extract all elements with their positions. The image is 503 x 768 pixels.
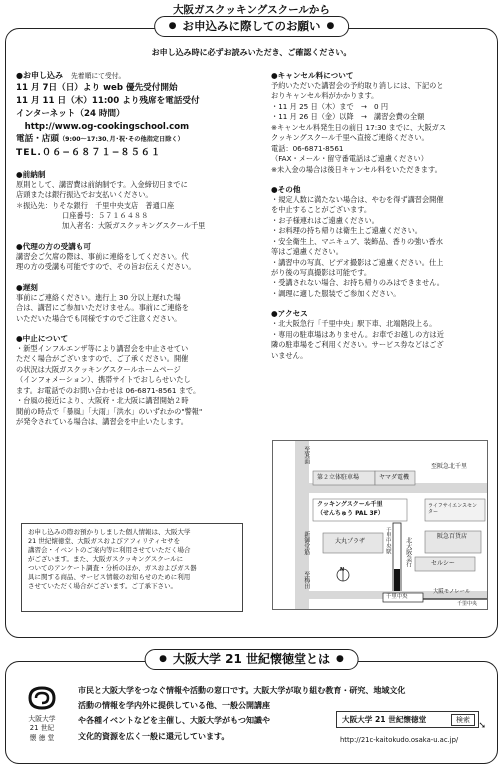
- access-section: [271, 308, 491, 361]
- bullet-icon: ●: [159, 654, 167, 665]
- map-label-senri-chuo: 千里中央: [386, 594, 408, 600]
- access-line: ・北大阪急行「千里中央」駅下車、北端階段上る。: [271, 319, 437, 329]
- left-column: [16, 70, 248, 437]
- cancel-fee-line: おりキャンセル料がかかります。: [271, 91, 379, 101]
- proxy-title: ●代理の方の受講も可: [16, 241, 91, 251]
- other-line: ・安全衛生上、マニキュア、装飾品、香りの強い香水: [271, 236, 443, 246]
- cancel-fee-title: ●キャンセル料について: [271, 71, 354, 80]
- late-line: いただいた場合でも同様ですのでご注意ください。: [16, 313, 182, 323]
- bullet-icon: ●: [326, 20, 335, 31]
- logo-line: 懐 徳 堂: [29, 733, 55, 742]
- other-line: ・受講されない場合、お持ち帰りのみはできません。: [271, 278, 444, 288]
- proxy-line: 理の方の受講も可能ですので、その旨お伝えください。: [16, 262, 196, 272]
- main-title: お申込みに際してのお願い: [182, 19, 321, 33]
- top-title: 大阪ガスクッキングスクールから: [173, 4, 330, 16]
- prepay-line: 原則として、講習費は前納制です。入金締切日までに: [16, 179, 188, 189]
- cancel-event-line: ただく場合がございますので、ご了承ください。開催: [16, 354, 189, 364]
- other-section: [271, 184, 491, 299]
- prepay-line: ＊振込先：りそな銀行 千里中央支店 普通口座: [16, 200, 175, 210]
- cancel-fee-line: クッキングスクール千里へ直接ご連絡ください。: [271, 133, 429, 143]
- map-label-shin-midosuji: 新御堂筋: [302, 531, 310, 555]
- proxy-section: [16, 241, 248, 273]
- map-label-life-science: ライフサイエンスセンター: [428, 503, 478, 515]
- other-line: ・調理に適した服装でご参加ください。: [271, 288, 401, 298]
- late-line: 合は、講習にご参加いただけません。事前にご連絡を: [16, 303, 189, 313]
- prepay-title: ●前納制: [16, 169, 46, 179]
- map-label-umeda: 至梅田: [302, 571, 310, 589]
- map-label-monorail-station: 千里中央: [457, 601, 478, 607]
- late-title: ●遅刻: [16, 282, 38, 292]
- other-line: ・規定人数に満たない場合は、やむを得ず講習会開催: [271, 194, 444, 204]
- cancel-fee-line: ※未入金の場合は後日キャンセル料をいただきます。: [271, 164, 442, 174]
- proxy-line: 講習会ご欠席の際は、事前に連絡をしてください。代: [16, 251, 189, 261]
- cancel-event-line: ・台風の接近により、大阪府・北大阪に講習開始２時: [16, 396, 189, 406]
- phone-label: 電話・店頭: [16, 134, 59, 145]
- map-label-selcy: セルシー: [431, 560, 455, 567]
- cancel-event-line: （インフォメーション）、携帯サイトでおしらせいたし: [16, 375, 191, 385]
- map-label-daimaru: 大丸プラザ: [335, 538, 366, 545]
- map-label-school-sub: （せんちゅう PAL 3F）: [317, 510, 384, 517]
- map-label-kitasenri: 至阪急北千里: [431, 463, 468, 470]
- cancel-fee-line: ※キャンセル料発生日の前日 17:30 までに、大阪ガス: [271, 122, 447, 132]
- cancel-fee-line: 予約いただいた講習会の予約取り消しには、下記のと: [271, 81, 444, 90]
- cancel-fee-line: ・11 月 25 日（木）まで → 0 円: [271, 101, 389, 111]
- map-label-north: N: [340, 567, 345, 573]
- privacy-line: 21 世紀懐徳堂、大阪ガスおよびアフィリティセサを: [28, 536, 181, 545]
- apply-line: 11 月 7日（日）より web 優先受付開始: [16, 82, 178, 93]
- map-label-senri-station: 千里中央駅: [384, 527, 391, 554]
- other-line: ・お料理の持ち帰りは衛生上ご遠慮ください。: [271, 226, 422, 236]
- map-label-school: クッキングスクール千里: [317, 501, 383, 508]
- kaitokudo-logo-icon: [22, 684, 62, 712]
- prepay-section: [16, 169, 248, 232]
- map-label-hankyu: 阪急百貨店: [437, 533, 468, 540]
- cancel-event-line: が発令されている場合は、講習会を中止いたします。: [16, 417, 188, 427]
- other-line: を中止することがございます。: [271, 205, 372, 215]
- cancel-fee-section: [271, 70, 491, 175]
- privacy-line: ついてのアンケート調査・分析のほか、ガスおよびガス器: [28, 563, 197, 572]
- prepay-line: 店頭または銀行振込でお支払いください。: [16, 190, 153, 200]
- apply-section: [16, 70, 248, 160]
- cancel-fee-line: ・11 月 26 日（金）以降 → 講習会費の全額: [271, 112, 425, 122]
- cancel-fee-line: 電話：06-6871-8561: [271, 143, 344, 153]
- tel-number: TEL.０６−６８７１−８５６１: [16, 147, 162, 159]
- apply-title-note: 先着順にて受付。: [70, 72, 126, 80]
- kaitokudo-title: 大阪大学 21 世紀懐徳堂とは: [172, 652, 331, 666]
- privacy-line: お申し込みの際お預かりしました個人情報は、大阪大学: [28, 528, 191, 536]
- logo-line: 21 世紀: [29, 724, 55, 733]
- other-title: ●その他: [271, 184, 301, 194]
- other-line: 等はご遠慮ください。: [271, 247, 343, 257]
- other-line: ・お子様連れはご遠慮ください。: [271, 215, 379, 225]
- access-map: [272, 440, 488, 610]
- search-button[interactable]: 検索: [451, 714, 475, 726]
- bullet-icon: ●: [336, 654, 344, 665]
- privacy-notice-box: [21, 523, 243, 612]
- kaitokudo-logo: [14, 684, 70, 743]
- access-line: ・専用の駐車場はありません。お車でお越しの方は近: [271, 329, 444, 339]
- bullet-icon: ●: [168, 20, 177, 31]
- logo-line: 大阪大学: [28, 715, 56, 724]
- late-line: 事前にご連絡ください。進行上 30 分以上遅れた場: [16, 292, 181, 302]
- desc-line: 活動の情報を学内外に提供している他、一般公開講座: [78, 701, 270, 711]
- privacy-line: させていただく場合がございます。ご了承下さい。: [28, 581, 177, 590]
- cancel-event-section: [16, 333, 248, 428]
- cancel-fee-line: （FAX・メール・留守番電話はご遠慮ください）: [271, 154, 428, 164]
- access-title: ●アクセス: [271, 309, 308, 319]
- cursor-icon: ➘: [478, 721, 486, 731]
- desc-line: 文化的資源を広く一般に還元しています。: [78, 731, 230, 741]
- right-column: [271, 70, 491, 370]
- desc-line: 市民と大阪大学をつなぐ情報や活動の窓口です。大阪大学が取り組む教育・研究、地域文化: [78, 686, 406, 695]
- search-box[interactable]: [336, 711, 486, 731]
- cancel-event-line: の状況は大阪ガスクッキングスクールホームページ: [16, 364, 181, 374]
- kaitokudo-title-pill: [144, 649, 359, 670]
- map-label-monorail: 大阪モノレール: [433, 589, 471, 595]
- map-label-kitaosaka: 北大阪急行: [404, 537, 412, 567]
- cancel-event-title: ●中止について: [16, 334, 69, 344]
- apply-line: 11 月 11 日（木）11:00 より残席を電話受付: [16, 95, 200, 106]
- prepay-account: 加入者名：大阪ガスクッキングスクール千里: [62, 221, 206, 231]
- other-line: ・講習中の写真、ビデオ撮影はご遠慮ください。仕上: [271, 257, 444, 267]
- apply-title: ●お申し込み: [16, 71, 63, 80]
- phone-hours: （9:00〜17:30､月･祝･その他指定日除く）: [58, 136, 184, 144]
- kaitokudo-url-link[interactable]: http://21c-kaitokudo.osaka-u.ac.jp/: [340, 736, 459, 744]
- privacy-line: 具に関する商品、サービス情報のお知らせのために利用: [28, 572, 191, 581]
- privacy-line: 講習会・イベントのご案内等に利用させていただく場合: [28, 545, 191, 554]
- map-label-yamada: ヤマダ電機: [379, 474, 410, 481]
- privacy-line: がございます。また、大阪ガスクッキングスクールに: [28, 554, 184, 563]
- main-title-pill: [154, 16, 350, 37]
- apply-url-link[interactable]: http://www.og-cookingschool.com: [16, 121, 190, 132]
- map-label-parking: 第２立体駐車場: [317, 474, 360, 481]
- prepay-account: 口座番号：５７１６４８８: [62, 210, 149, 220]
- map-label-minoh: 至箕面: [302, 446, 310, 464]
- search-label[interactable]: 大阪大学 21 世紀懐徳堂: [342, 715, 427, 724]
- cancel-event-line: ます。お電話でのお問い合わせは 06-6871-8561 まで。: [16, 385, 201, 395]
- late-section: [16, 282, 248, 324]
- access-line: 隣の駐車場をご利用ください。サービス券などはござ: [271, 340, 444, 350]
- access-line: いません。: [271, 350, 308, 360]
- other-line: がり後の写真撮影は可能です。: [271, 268, 372, 277]
- desc-line: や各種イベントなどを主催し、大阪大学がもつ知識や: [78, 716, 270, 726]
- intro-text: お申し込み時に必ずお読みいただき、ご確認ください。: [151, 48, 352, 57]
- cancel-event-line: 間前の時点で「暴風」｢大雨｣「洪水」のいずれかの"警報": [16, 406, 203, 416]
- apply-line: インターネット（24 時間）: [16, 108, 125, 119]
- cancel-event-line: ・新型インフルエンザ等により講習会を中止させてい: [16, 344, 189, 354]
- station-senri-chuo: [394, 569, 400, 591]
